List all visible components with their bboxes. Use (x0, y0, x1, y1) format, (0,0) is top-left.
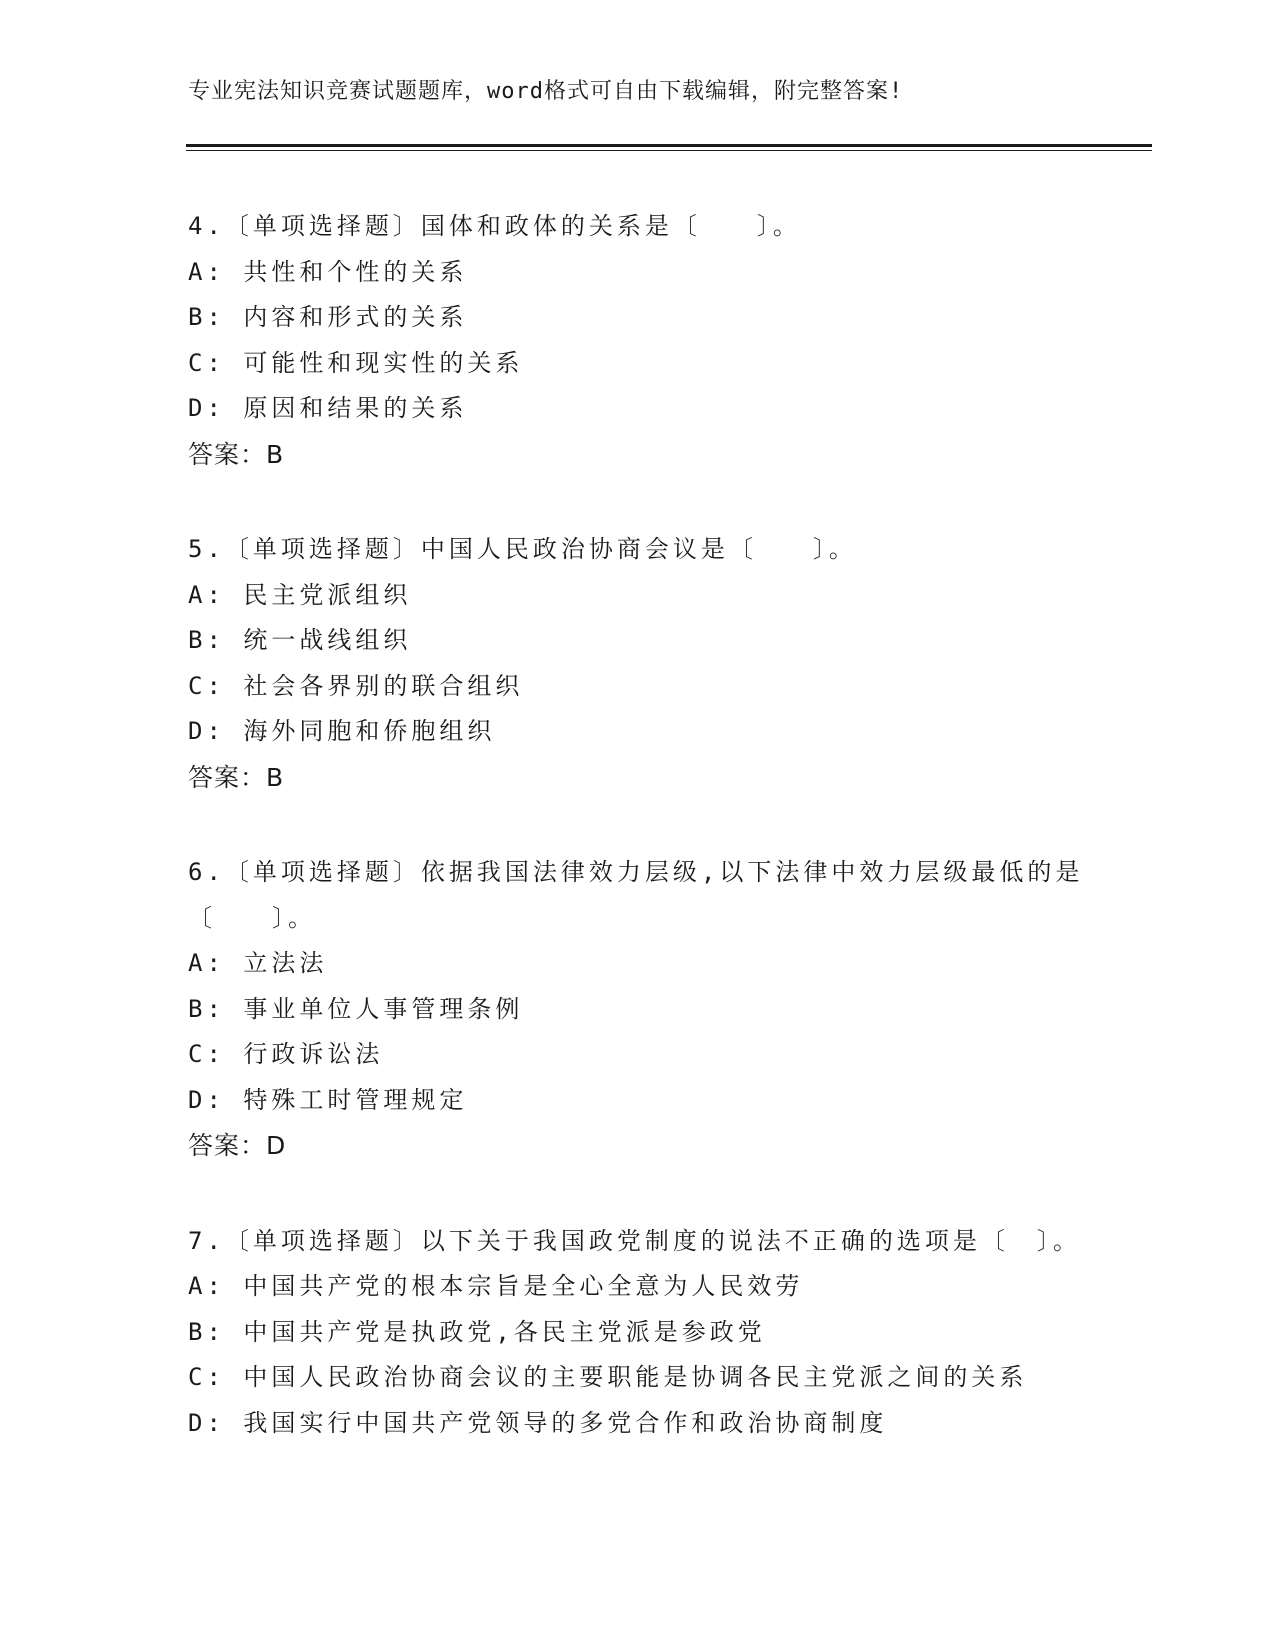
option-c: C: 行政诉讼法 (188, 1040, 384, 1068)
question-list (188, 204, 1108, 1496)
option-d: D: 原因和结果的关系 (188, 394, 468, 422)
option-b: B: 事业单位人事管理条例 (188, 994, 524, 1023)
option-b: B: 内容和形式的关系 (188, 303, 468, 331)
header-rule-thin (186, 150, 1152, 151)
answer-text: 答案：B (188, 762, 285, 792)
option-b: B: 中国共产党是执政党,各民主党派是参政党 (188, 1317, 766, 1346)
option-a: A: 民主党派组织 (188, 580, 412, 609)
option-c: C: 社会各界别的联合组织 (188, 671, 524, 700)
option-a: A: 中国共产党的根本宗旨是全心全意为人民效劳 (188, 1272, 804, 1300)
question-4 (188, 204, 1108, 477)
option-d: D: 海外同胞和侨胞组织 (188, 717, 496, 745)
question-7 (188, 1219, 1108, 1447)
option-c: C: 可能性和现实性的关系 (188, 348, 524, 377)
answer-text: 答案：B (188, 439, 285, 469)
option-d: D: 特殊工时管理规定 (188, 1085, 468, 1114)
header-rule-thick (186, 144, 1152, 147)
question-6 (188, 850, 1108, 1169)
answer-text: 答案：D (188, 1131, 287, 1160)
question-stem: 6.〔单项选择题〕依据我国法律效力层级,以下法律中效力层级最低的是〔 〕。 (188, 858, 1084, 932)
option-c: C: 中国人民政治协商会议的主要职能是协调各民主党派之间的关系 (188, 1363, 1028, 1391)
option-a: A: 立法法 (188, 949, 328, 977)
question-stem: 5.〔单项选择题〕中国人民政治协商会议是〔 〕。 (188, 535, 857, 563)
question-stem: 4.〔单项选择题〕国体和政体的关系是〔 〕。 (188, 212, 801, 240)
option-d: D: 我国实行中国共产党领导的多党合作和政治协商制度 (188, 1408, 888, 1437)
question-stem: 7.〔单项选择题〕以下关于我国政党制度的说法不正确的选项是〔 〕。 (188, 1226, 1081, 1255)
question-5 (188, 527, 1108, 800)
page-header-title: 专业宪法知识竞赛试题题库，word格式可自由下载编辑，附完整答案! (188, 79, 904, 104)
option-b: B: 统一战线组织 (188, 626, 412, 654)
option-a: A: 共性和个性的关系 (188, 257, 468, 286)
